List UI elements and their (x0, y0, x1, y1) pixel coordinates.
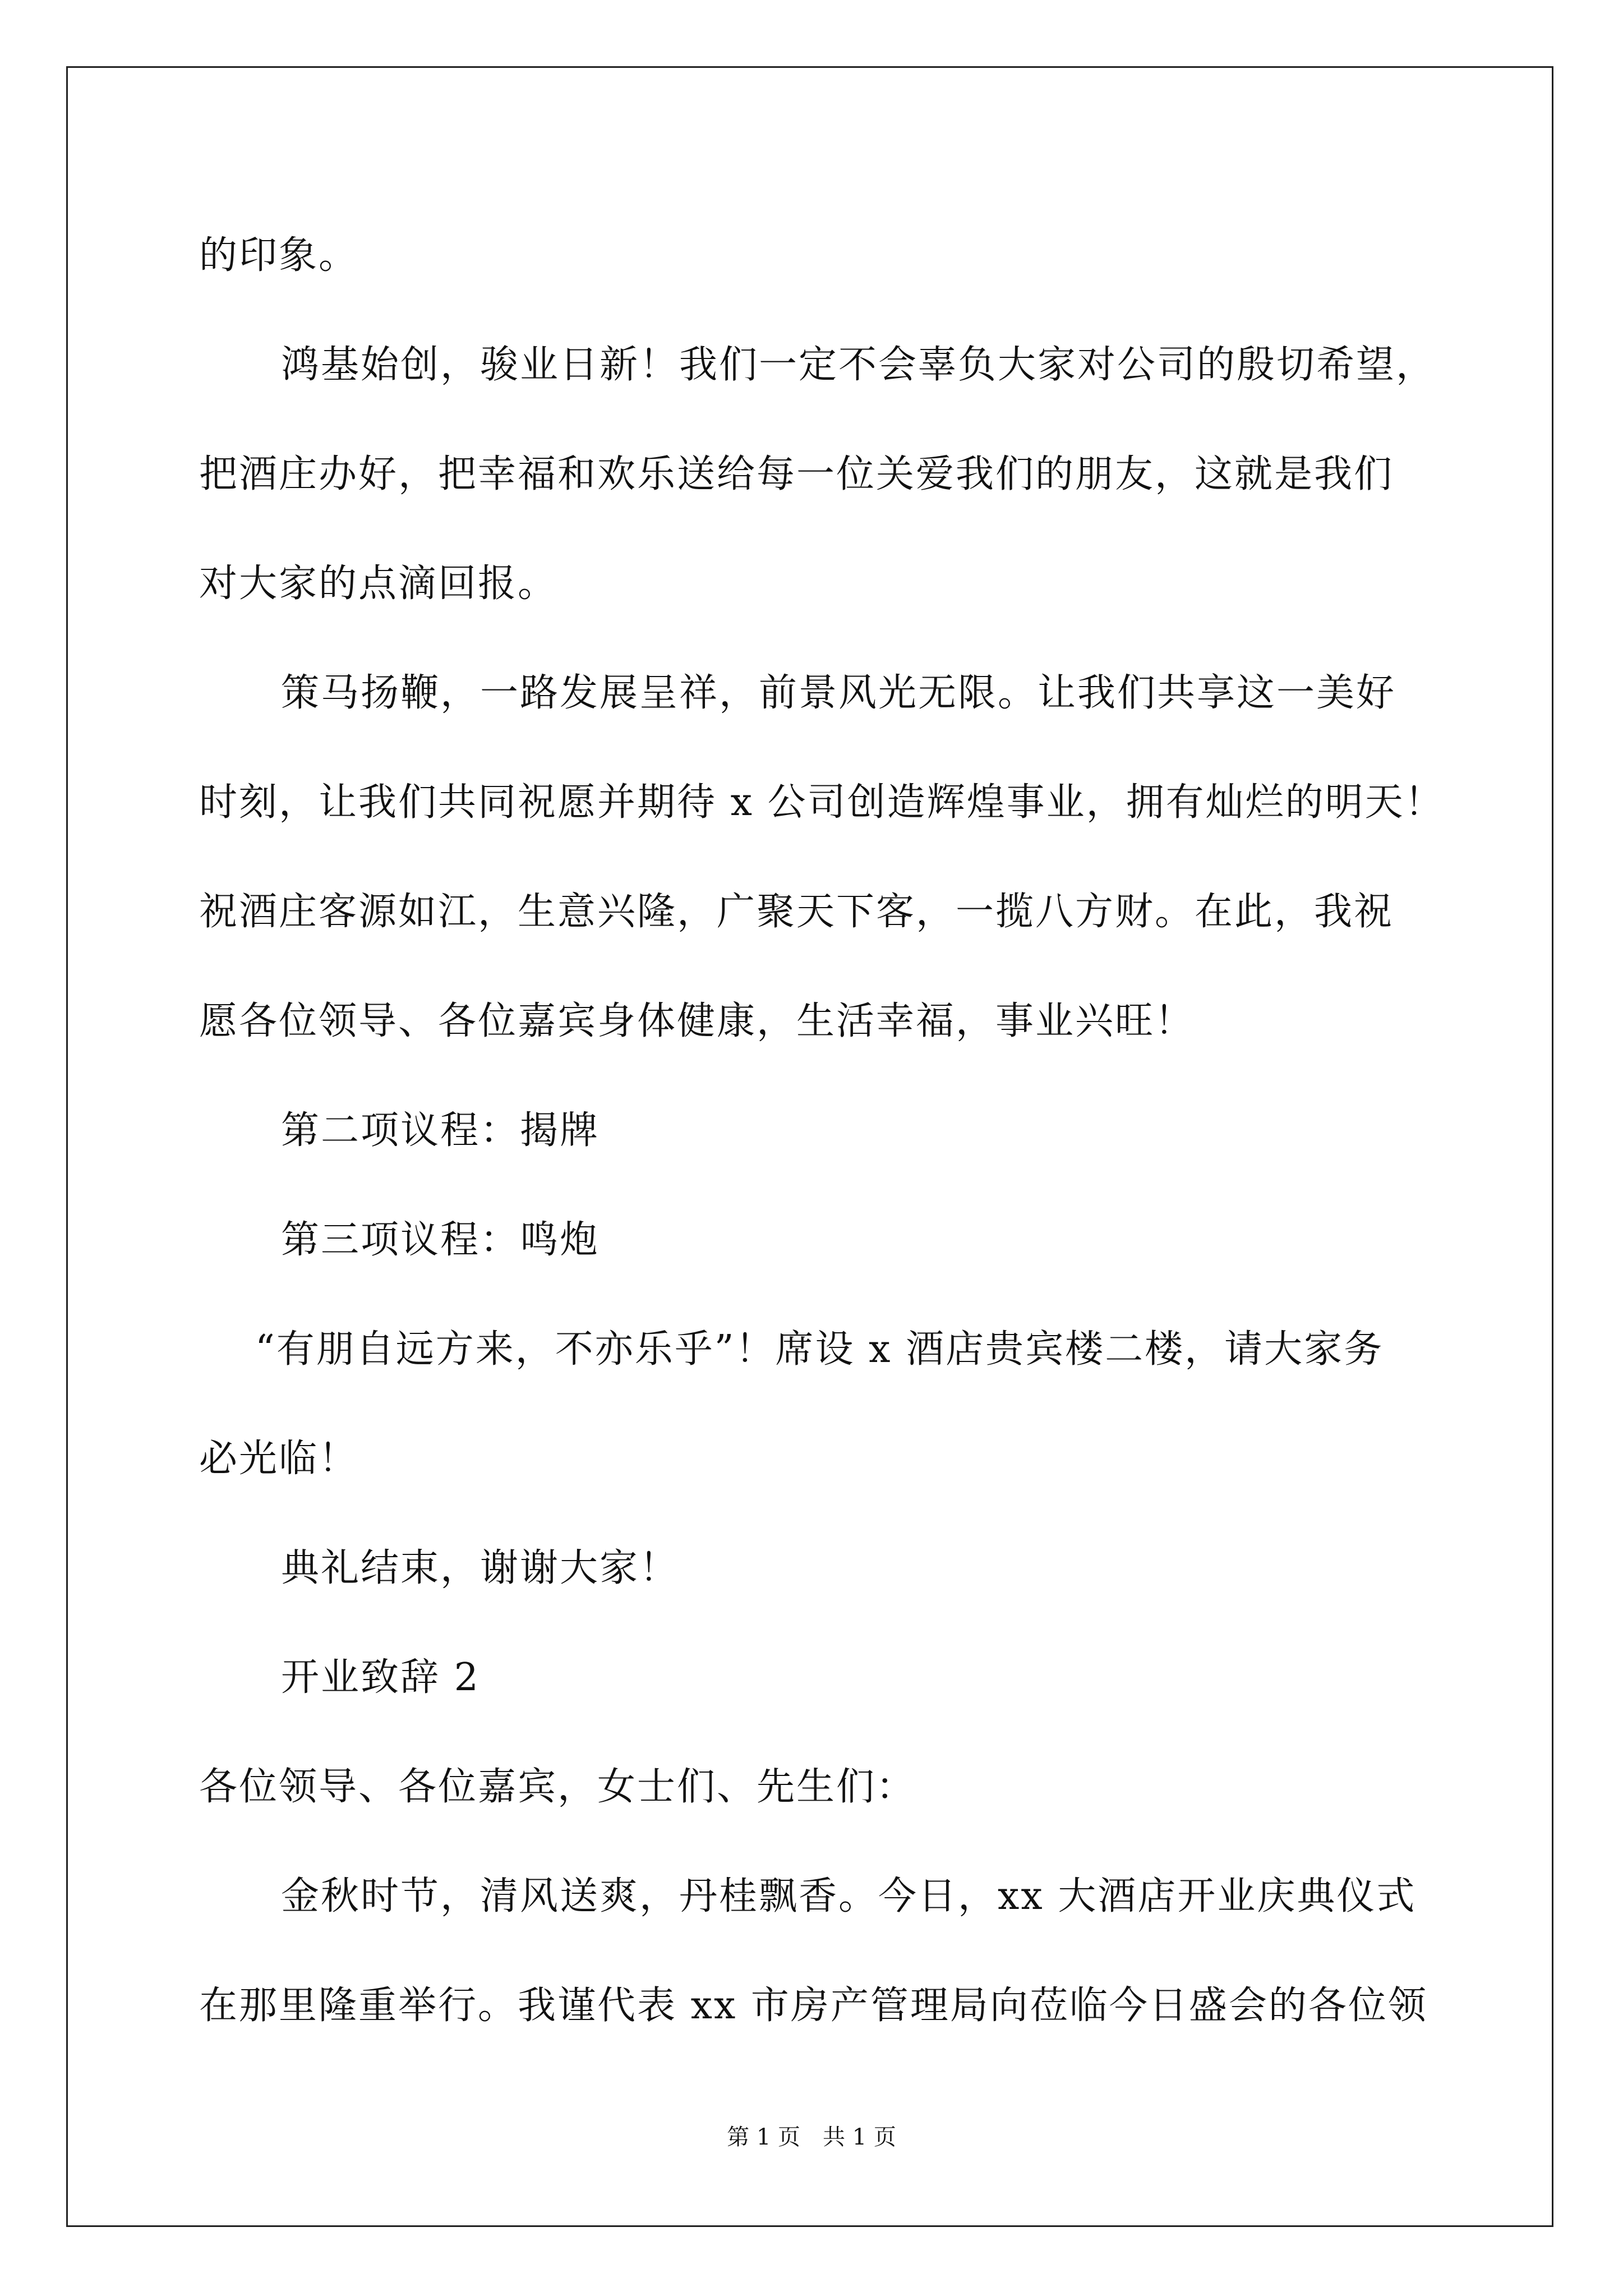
section-heading: 开业致辞 2 (281, 1655, 480, 1700)
text-line: 必光临！ (199, 1437, 359, 1481)
paragraph-start: 典礼结束，谢谢大家！ (281, 1546, 680, 1590)
text-line: 时刻，让我们共同祝愿并期待 x 公司创造辉煌事业，拥有灿烂的明天！ (199, 780, 1445, 825)
paragraph-start: 金秋时节，清风送爽，丹桂飘香。今日，xx 大酒店开业庆典仪式 (281, 1874, 1417, 1918)
agenda-item: 第二项议程：揭牌 (281, 1108, 600, 1153)
salutation: 各位领导、各位嘉宾，女士们、先生们： (199, 1765, 916, 1809)
paragraph-start: “有朋自远方来，不亦乐乎”！席设 x 酒店贵宾楼二楼，请大家务 (255, 1327, 1384, 1372)
agenda-item: 第三项议程：鸣炮 (281, 1218, 600, 1262)
paragraph-start: 策马扬鞭，一路发展呈祥，前景风光无限。让我们共享这一美好 (281, 671, 1396, 715)
text-line: 对大家的点滴回报。 (199, 562, 558, 606)
text-line: 的印象。 (199, 233, 359, 278)
text-line: 把酒庄办好，把幸福和欢乐送给每一位关爱我们的朋友，这就是我们 (199, 452, 1394, 496)
text-line: 祝酒庄客源如江，生意兴隆，广聚天下客，一揽八方财。在此，我祝 (199, 890, 1394, 934)
document-body (199, 201, 1445, 2060)
text-line: 在那里隆重举行。我谨代表 xx 市房产管理局向莅临今日盛会的各位领 (199, 1984, 1428, 2028)
page-footer: 第 1 页 共 1 页 (727, 2124, 896, 2150)
paragraph-start: 鸿基始创，骏业日新！我们一定不会辜负大家对公司的殷切希望， (281, 343, 1436, 387)
text-line: 愿各位领导、各位嘉宾身体健康，生活幸福，事业兴旺！ (199, 999, 1195, 1043)
